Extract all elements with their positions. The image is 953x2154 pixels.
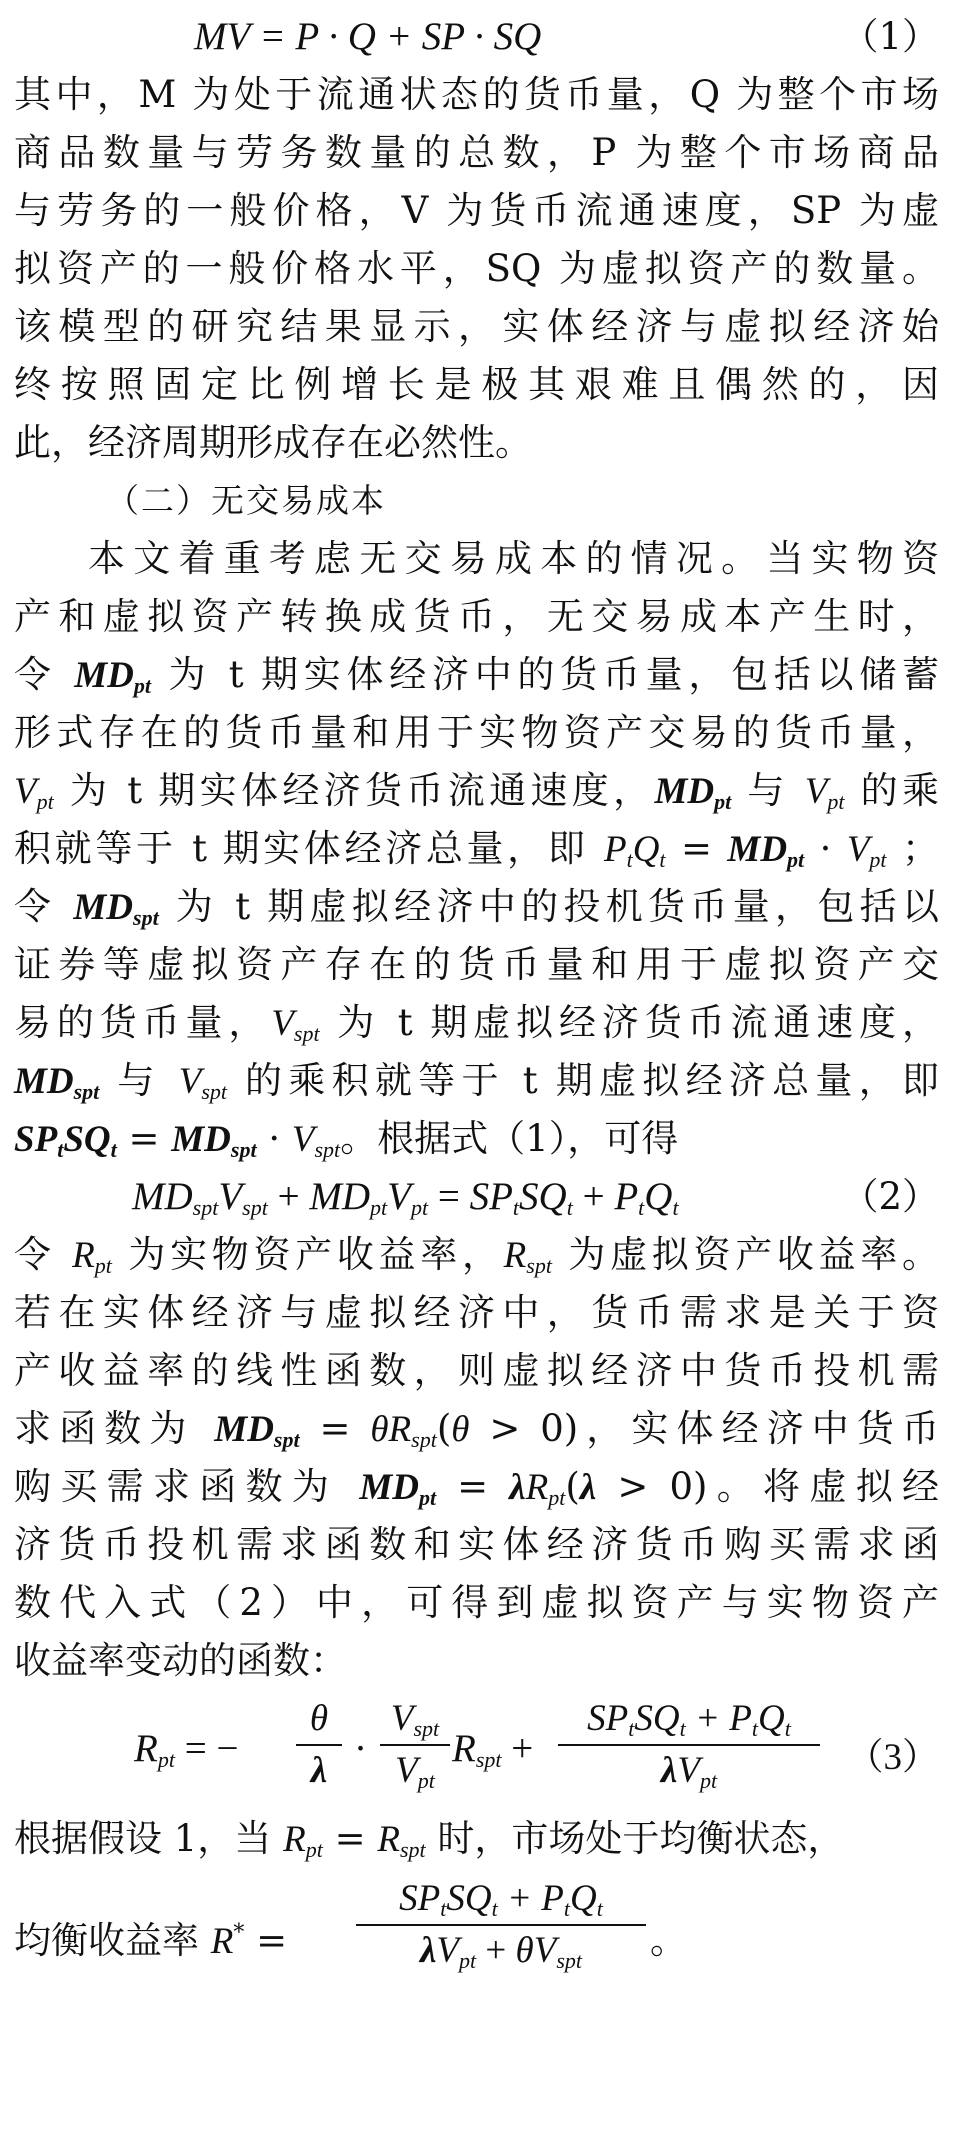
para1-line: 终按照固定比例增长是极其艰难且偶然的，因	[14, 363, 939, 406]
para2-line: $SP_tSQ_t = MD_{spt} \cdot V_{spt}$。根据式（1），可得	[14, 1117, 679, 1162]
equation-3-dot: ·	[354, 1727, 367, 1770]
para2-line: 令 $MD_{pt}$ 为 t 期实体经济中的货币量，包括以储蓄	[14, 653, 940, 698]
para2-line: $MD_{spt}$ 与 $V_{spt}$ 的乘积就等于 t 期虚拟经济总量，即	[14, 1059, 939, 1104]
para3-line: 令 $R_{pt}$ 为实物资产收益率，$R_{spt}$ 为虚拟资产收益率。	[14, 1233, 940, 1278]
equation-1	[14, 8, 939, 66]
equation-1-number: （1）	[841, 15, 939, 58]
equilibrium-label: 均衡收益率 R* =	[14, 1919, 288, 1962]
para3-line: 若在实体经济与虚拟经济中，货币需求是关于资	[14, 1291, 939, 1334]
para3-line: 产收益率的线性函数，则虚拟经济中货币投机需	[14, 1349, 939, 1392]
para2-line: 积就等于 t 期实体经济总量，即 $P_tQ_t = MD_{pt} \cdot V_{pt}$ ；	[14, 827, 939, 872]
para3-line: 数代入式（2）中，可得到虚拟资产与实物资产	[14, 1581, 939, 1624]
para2-line: 令 $MD_{spt}$ 为 t 期虚拟经济中的投机货币量，包括以	[14, 885, 939, 930]
para2-line: 形式存在的货币量和用于实物资产交易的货币量，	[14, 711, 939, 754]
para2-line: 产和虚拟资产转换成货币，无交易成本产生时，	[14, 595, 939, 638]
para3-line: 济货币投机需求函数和实体经济货币购买需求函	[14, 1523, 939, 1566]
para1-line: 与劳务的一般价格，V 为货币流通速度，SP 为虚	[14, 189, 939, 232]
equation-3	[14, 1690, 939, 1810]
para2-line: 本文着重考虑无交易成本的情况。当实物资	[88, 537, 939, 580]
equation-2-number: （2）	[841, 1175, 939, 1218]
para1-line: 拟资产的一般价格水平，SQ 为虚拟资产的数量。	[14, 247, 939, 290]
equation-3-frac-v: $V_{spt}$ $V_{pt}$	[380, 1694, 450, 1796]
equilibrium-return-line	[14, 1868, 939, 1984]
equation-2-formula: $MD_{spt}V_{spt} + MD_{pt}V_{pt} = SP_tSQ_t + P_tQ_t$	[132, 1175, 679, 1220]
para1-line: 此，经济周期形成存在必然性。	[14, 421, 532, 464]
equation-3-rspt: $R_{spt}$ +	[452, 1727, 534, 1772]
para2-line: 证券等虚拟资产存在的货币量和用于虚拟资产交	[14, 943, 939, 986]
equation-3-lhs: $R_{pt}$ = −	[134, 1727, 239, 1772]
equilibrium-fraction: $SP_tSQ_t + P_tQ_t$ $\lambda V_{pt} + \theta V_{spt}$	[356, 1874, 646, 1976]
equation-3-number: （3）	[846, 1737, 939, 1778]
para3-line: 购买需求函数为 $MD_{pt} = \lambda R_{pt}(\lambda > 0)$。将虚拟经	[14, 1465, 940, 1510]
equation-3-frac-main: $SP_tSQ_t + P_tQ_t$ $\lambda V_{pt}$	[558, 1694, 820, 1796]
equation-2	[14, 1168, 939, 1226]
equation-1-formula: MV = P · Q + SP · SQ	[194, 15, 542, 58]
equation-3-frac-theta: θ λ	[296, 1694, 342, 1796]
para2-line: 易的货币量，$V_{spt}$ 为 t 期虚拟经济货币流通速度，	[14, 1001, 940, 1046]
para3-line: 收益率变动的函数：	[14, 1639, 347, 1682]
para1-line: 该模型的研究结果显示，实体经济与虚拟经济始	[14, 305, 939, 348]
para3-line: 求函数为 $MD_{spt} = \theta R_{spt}(\theta > 0)$，实体经济中货币	[14, 1407, 940, 1452]
para4-line: 根据假设 1，当 $R_{pt} = R_{spt}$ 时，市场处于均衡状态，	[14, 1817, 845, 1862]
para1-line: 其中，M 为处于流通状态的货币量，Q 为整个市场	[14, 73, 939, 116]
para1-line: 商品数量与劳务数量的总数，P 为整个市场商品	[14, 131, 939, 174]
equilibrium-period: 。	[650, 1919, 687, 1962]
section-heading: （二）无交易成本	[106, 481, 386, 520]
para2-line: $V_{pt}$ 为 t 期实体经济货币流通速度，$MD_{pt}$ 与 $V_{pt}$ 的乘	[14, 769, 940, 814]
